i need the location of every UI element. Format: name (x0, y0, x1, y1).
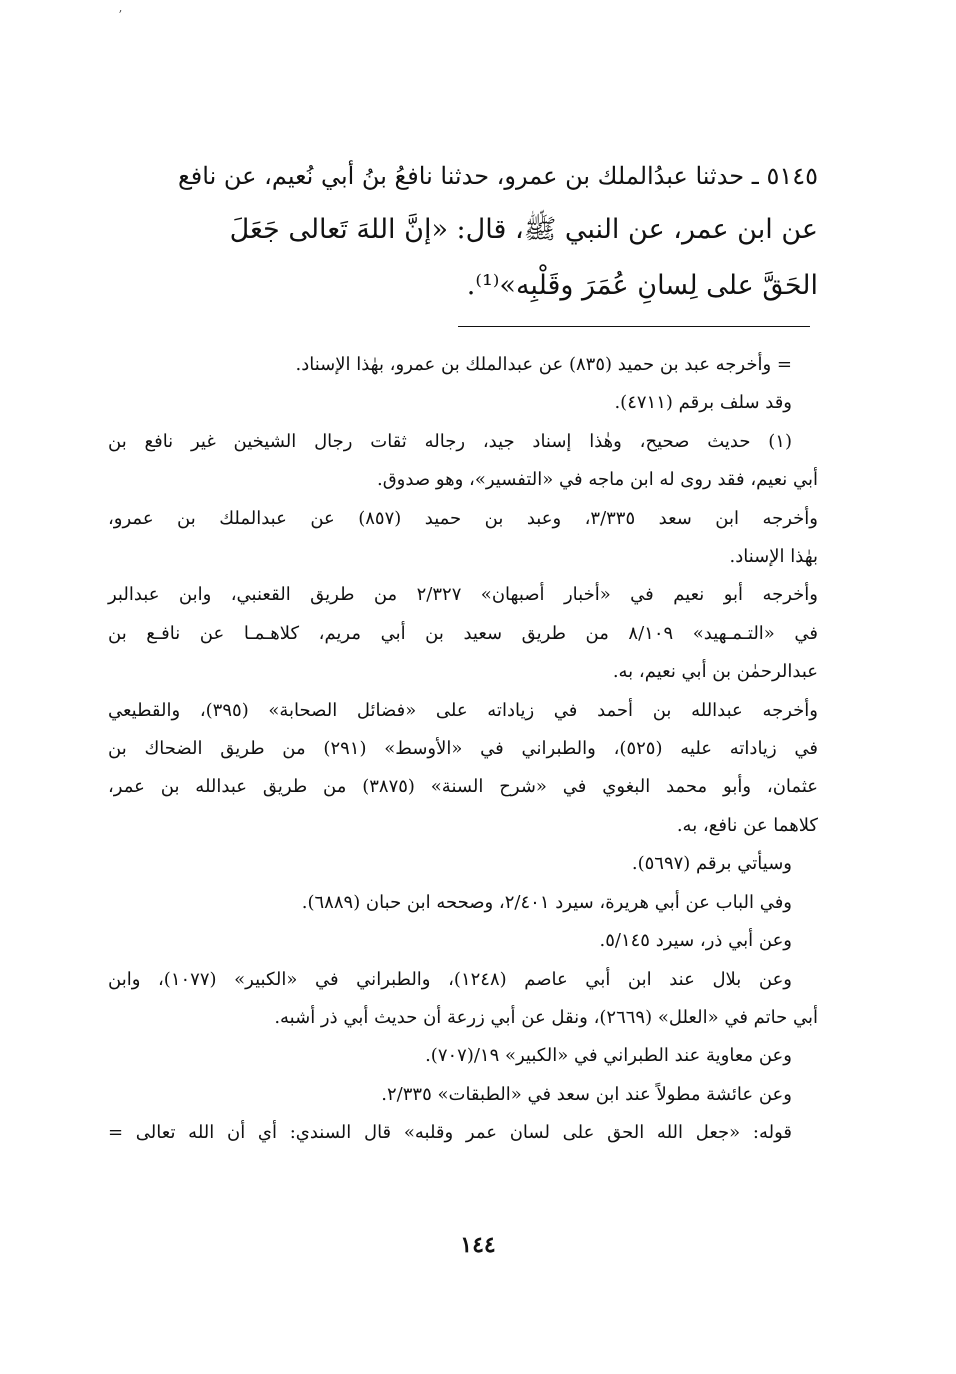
footnote-line: وأخرجه ابن سعد ٣/٣٣٥، وعبد بن حميد (٨٥٧) عن عبدالملك بن عمرو، (108, 507, 819, 529)
footnote-separator (458, 326, 810, 327)
footnote-line: أبي حاتم في «العلل» (٢٦٦٩)، ونقل عن أبي زرعة أن حديث أبي ذر أشبه. (274, 1006, 818, 1028)
main-text-line: ٥١٤٥ ـ حدثنا عبدُالملك بن عمرو، حدثنا نافعُ بنُ أبي نُعيم، عن نافع (178, 162, 818, 190)
page-number: ١٤٤ (460, 1232, 496, 1258)
footnote-line: وعن معاوية عند الطبراني في «الكبير» ١٩/(٧٠٧). (425, 1045, 792, 1067)
main-text-line: عن ابن عمر، عن النبي ﷺ، قال: «إنَّ اللهَ تَعالى جَعَلَ (229, 214, 818, 245)
footnote-line: وعن أبي ذر، سيرد ٥/١٤٥. (599, 930, 792, 952)
footnote-line: وأخرجه أبو نعيم في «أخبار أصبهان» ٢/٣٢٧ من طريق القعنبي، وابن عبدالبر (108, 584, 819, 606)
footnote-line: وقد سلف برقم (٤٧١١). (614, 392, 792, 414)
footnote-line: عبدالرحمٰن بن أبي نعيم، به. (612, 661, 818, 683)
footnote-line: قوله: «جعل الله الحق على لسان عمر وقلبه» قال السندي: أي أن الله تعالى = (108, 1122, 792, 1144)
footnote-line: وعن بلال عند ابن أبي عاصم (١٢٤٨)، والطبراني في «الكبير» (١٠٧٧)، وابن (108, 968, 793, 990)
footnote-line: بهٰذا الإسناد. (729, 546, 818, 568)
footnote-line: في «التـمـهيد» ٨/١٠٩ من طريق سعيد بن أبي مريم، كلاهـمـا عن نافـع بن (108, 622, 818, 644)
footnote-line: وفي الباب عن أبي هريرة، سيرد ٢/٤٠١، وصححه ابن حبان (٦٨٨٩). (301, 891, 792, 913)
footnote-line: وأخرجه عبدالله بن أحمد في زياداته على «فضائل الصحابة» (٣٩٥)، والقطيعي (108, 699, 818, 721)
main-text-line: الحَقَّ على لِسانِ عُمَرَ وقَلْبِه»⁽¹⁾. (466, 270, 818, 301)
footnote-line: = وأخرجه عبد بن حميد (٨٣٥) عن عبدالملك بن عمرو، بهٰذا الإسناد. (295, 354, 792, 375)
footnotes-block (108, 346, 818, 1153)
footnote-line: أبي نعيم، فقد روى له ابن ماجه في «التفسير»، وهو صدوق. (376, 469, 818, 491)
footnote-line: وعن عائشة مطولاً عند ابن سعد في «الطبقات» ٢/٣٣٥. (381, 1083, 792, 1105)
footnote-line: في زياداته عليه (٥٢٥)، والطبراني في «الأوسط» (٢٩١) من طريق الضحاك بن (108, 738, 819, 760)
footnote-line: وسيأتي برقم (٥٦٩٧). (631, 853, 792, 875)
hadith-main-text (108, 150, 818, 314)
footnote-line: (١) حديث صحيح، وهٰذا إسناد جيد، رجاله ثقات رجال الشيخين غير نافع بن (108, 430, 792, 452)
corner-mark: ʼ (118, 8, 122, 22)
footnote-line: عثمان، وأبو محمد البغوي في «شرح السنة» (٣٨٧٥) من طريق عبدالله بن عمر، (108, 776, 818, 798)
footnote-line: كلاهما عن نافع، به. (676, 814, 818, 836)
